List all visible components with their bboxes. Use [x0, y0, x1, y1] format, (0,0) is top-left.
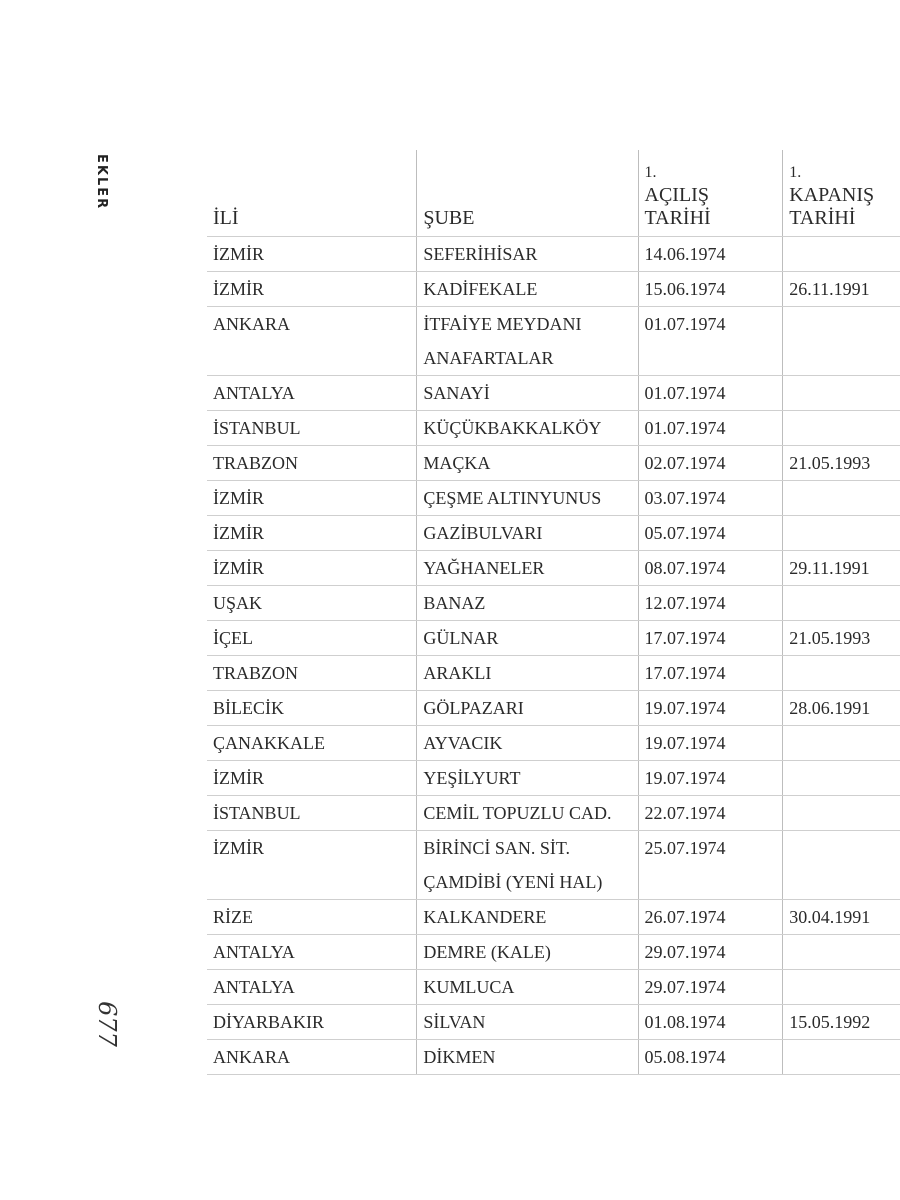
cell-kapanis	[783, 411, 900, 446]
cell-il: RİZE	[207, 900, 417, 935]
cell-il: İSTANBUL	[207, 411, 417, 446]
cell-acilis: 26.07.1974	[638, 900, 783, 935]
cell-kapanis	[783, 516, 900, 551]
cell-sube	[417, 935, 638, 970]
cell-il: ÇANAKKALE	[207, 726, 417, 761]
header-kapanis-label: KAPANIŞ TARİHİ	[789, 184, 875, 229]
header-kapanis	[783, 150, 900, 237]
sube-line: SANAYİ	[423, 383, 490, 403]
cell-acilis: 19.07.1974	[638, 726, 783, 761]
page-number: 677	[92, 1001, 121, 1047]
cell-acilis: 14.06.1974	[638, 237, 783, 272]
cell-acilis: 01.08.1974	[638, 1005, 783, 1040]
table-row	[207, 411, 900, 446]
cell-acilis: 08.07.1974	[638, 551, 783, 586]
table-row	[207, 516, 900, 551]
sube-line: KUMLUCA	[423, 977, 515, 997]
cell-il: İZMİR	[207, 761, 417, 796]
table-row	[207, 446, 900, 481]
sube-line: KÜÇÜKBAKKALKÖY	[423, 418, 602, 438]
cell-kapanis	[783, 726, 900, 761]
cell-sube	[417, 237, 638, 272]
cell-acilis: 01.07.1974	[638, 307, 783, 376]
cell-sube	[417, 516, 638, 551]
cell-sube	[417, 411, 638, 446]
cell-sube	[417, 656, 638, 691]
cell-sube	[417, 446, 638, 481]
table-row	[207, 761, 900, 796]
cell-sube	[417, 761, 638, 796]
cell-kapanis	[783, 307, 900, 376]
table-row	[207, 726, 900, 761]
cell-acilis: 12.07.1974	[638, 586, 783, 621]
table-row	[207, 796, 900, 831]
cell-acilis: 02.07.1974	[638, 446, 783, 481]
cell-acilis: 05.08.1974	[638, 1040, 783, 1075]
cell-acilis: 25.07.1974	[638, 831, 783, 900]
sube-line: ARAKLI	[423, 663, 492, 683]
table-row	[207, 237, 900, 272]
table-row	[207, 481, 900, 516]
sube-line: SEFERİHİSAR	[423, 244, 538, 264]
cell-kapanis	[783, 376, 900, 411]
sube-line: DEMRE (KALE)	[423, 942, 551, 962]
cell-il: İÇEL	[207, 621, 417, 656]
sube-line: GAZİBULVARI	[423, 523, 543, 543]
cell-il: İZMİR	[207, 237, 417, 272]
cell-sube	[417, 307, 638, 376]
sube-line: DİKMEN	[423, 1047, 496, 1067]
cell-il: TRABZON	[207, 656, 417, 691]
cell-acilis: 01.07.1974	[638, 376, 783, 411]
sube-line: ÇAMDİBİ (YENİ HAL)	[423, 872, 603, 892]
sube-line: CEMİL TOPUZLU CAD.	[423, 803, 612, 823]
cell-il: UŞAK	[207, 586, 417, 621]
header-il: İLİ	[207, 150, 417, 237]
table-row	[207, 900, 900, 935]
table-row	[207, 935, 900, 970]
cell-kapanis: 28.06.1991	[783, 691, 900, 726]
cell-acilis: 29.07.1974	[638, 935, 783, 970]
table-row	[207, 586, 900, 621]
cell-il: ANTALYA	[207, 970, 417, 1005]
header-acilis-label: AÇILIŞ TARİHİ	[644, 184, 711, 229]
cell-sube	[417, 551, 638, 586]
sube-line: KADİFEKALE	[423, 279, 538, 299]
cell-il: İZMİR	[207, 272, 417, 307]
cell-il: DİYARBAKIR	[207, 1005, 417, 1040]
cell-kapanis	[783, 796, 900, 831]
cell-sube	[417, 796, 638, 831]
cell-kapanis	[783, 970, 900, 1005]
sube-line: AYVACIK	[423, 733, 503, 753]
sube-line: İTFAİYE MEYDANI	[423, 314, 582, 334]
cell-kapanis	[783, 1040, 900, 1075]
table-row	[207, 307, 900, 376]
cell-kapanis	[783, 656, 900, 691]
cell-acilis: 19.07.1974	[638, 761, 783, 796]
cell-il: İZMİR	[207, 831, 417, 900]
table-row	[207, 970, 900, 1005]
cell-kapanis	[783, 237, 900, 272]
sube-line: GÖLPAZARI	[423, 698, 524, 718]
table-row	[207, 656, 900, 691]
cell-il: İZMİR	[207, 481, 417, 516]
cell-il: İSTANBUL	[207, 796, 417, 831]
header-kapanis-num: 1.	[789, 164, 802, 181]
cell-kapanis: 15.05.1992	[783, 1005, 900, 1040]
cell-kapanis: 21.05.1993	[783, 446, 900, 481]
sube-line: ÇEŞME ALTINYUNUS	[423, 488, 602, 508]
sube-line: MAÇKA	[423, 453, 491, 473]
table-row	[207, 621, 900, 656]
sube-line: YEŞİLYURT	[423, 768, 521, 788]
sube-line: BANAZ	[423, 593, 486, 613]
branch-table	[207, 150, 900, 1075]
cell-il: ANKARA	[207, 1040, 417, 1075]
cell-sube	[417, 481, 638, 516]
cell-il: İZMİR	[207, 551, 417, 586]
table-row	[207, 1005, 900, 1040]
cell-kapanis: 30.04.1991	[783, 900, 900, 935]
table-row	[207, 831, 900, 900]
cell-kapanis	[783, 481, 900, 516]
table-body	[207, 237, 900, 1075]
cell-sube	[417, 970, 638, 1005]
cell-sube	[417, 831, 638, 900]
cell-kapanis	[783, 761, 900, 796]
sube-line: KALKANDERE	[423, 907, 547, 927]
header-row	[207, 150, 900, 237]
cell-il: İZMİR	[207, 516, 417, 551]
cell-kapanis	[783, 935, 900, 970]
cell-sube	[417, 586, 638, 621]
sube-line: BİRİNCİ SAN. SİT.	[423, 838, 571, 858]
cell-kapanis: 21.05.1993	[783, 621, 900, 656]
cell-kapanis: 29.11.1991	[783, 551, 900, 586]
sube-line: YAĞHANELER	[423, 558, 545, 578]
cell-sube	[417, 1005, 638, 1040]
sube-line: GÜLNAR	[423, 628, 499, 648]
cell-sube	[417, 691, 638, 726]
cell-acilis: 22.07.1974	[638, 796, 783, 831]
cell-kapanis: 26.11.1991	[783, 272, 900, 307]
sube-line: SİLVAN	[423, 1012, 486, 1032]
cell-acilis: 29.07.1974	[638, 970, 783, 1005]
cell-kapanis	[783, 831, 900, 900]
cell-il: ANTALYA	[207, 935, 417, 970]
header-acilis	[638, 150, 783, 237]
table-row	[207, 691, 900, 726]
cell-il: ANKARA	[207, 307, 417, 376]
cell-acilis: 15.06.1974	[638, 272, 783, 307]
header-sube: ŞUBE	[417, 150, 638, 237]
table-row	[207, 272, 900, 307]
cell-sube	[417, 376, 638, 411]
table-row	[207, 551, 900, 586]
header-acilis-num: 1.	[644, 164, 657, 181]
table-row	[207, 1040, 900, 1075]
cell-acilis: 17.07.1974	[638, 656, 783, 691]
cell-il: TRABZON	[207, 446, 417, 481]
cell-acilis: 17.07.1974	[638, 621, 783, 656]
section-label: EKLER	[94, 154, 109, 211]
cell-sube	[417, 621, 638, 656]
cell-il: ANTALYA	[207, 376, 417, 411]
cell-sube	[417, 1040, 638, 1075]
cell-kapanis	[783, 586, 900, 621]
cell-il: BİLECİK	[207, 691, 417, 726]
cell-sube	[417, 726, 638, 761]
cell-sube	[417, 272, 638, 307]
sube-line: ANAFARTALAR	[423, 348, 554, 368]
cell-acilis: 19.07.1974	[638, 691, 783, 726]
cell-acilis: 03.07.1974	[638, 481, 783, 516]
cell-acilis: 01.07.1974	[638, 411, 783, 446]
cell-acilis: 05.07.1974	[638, 516, 783, 551]
cell-sube	[417, 900, 638, 935]
table-row	[207, 376, 900, 411]
